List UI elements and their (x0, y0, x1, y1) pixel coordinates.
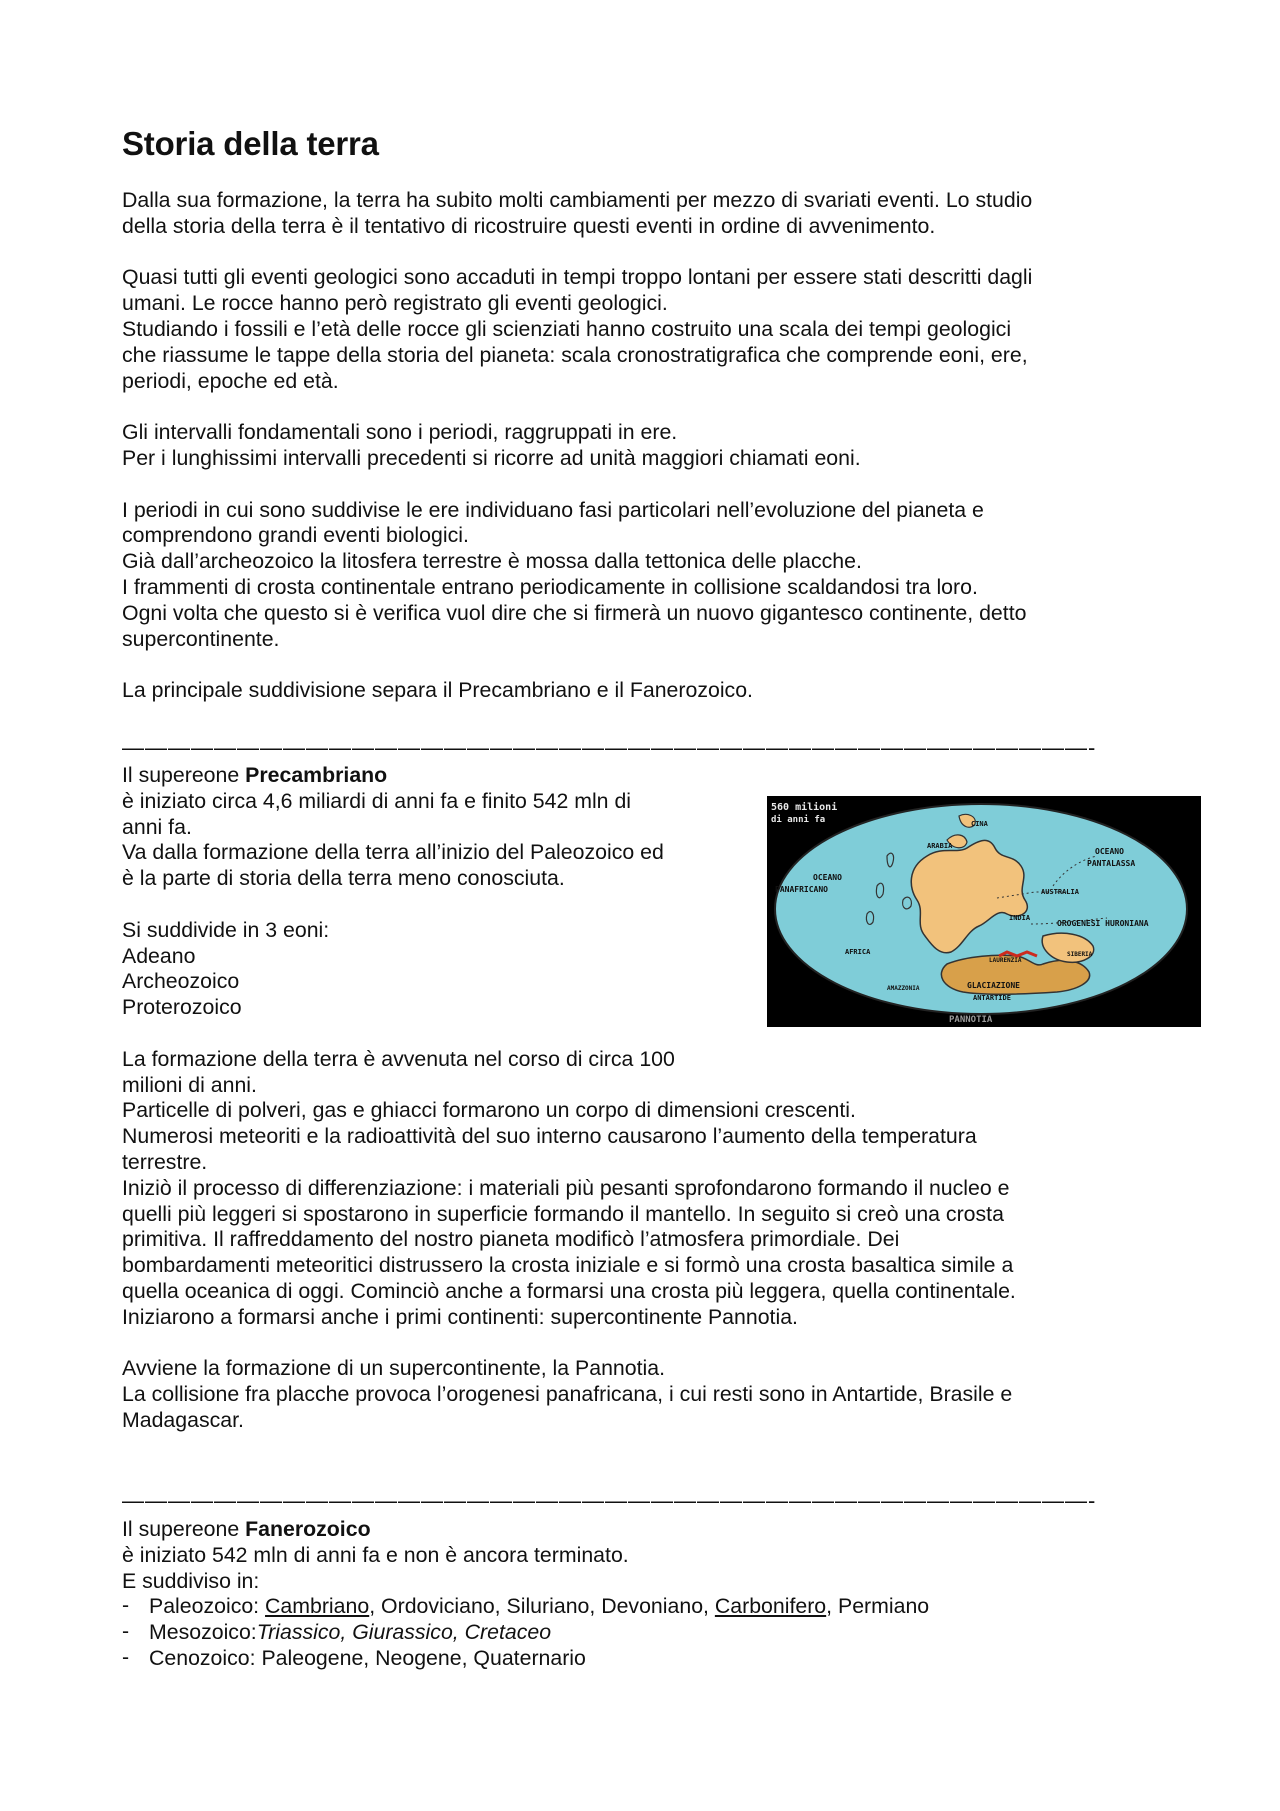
precambriano-heading-prefix: Il supereone (122, 763, 246, 787)
fanerozoico-heading-bold: Fanerozoico (245, 1517, 371, 1541)
intro-p2-line: umani. Le rocce hanno però registrato gli eventi geologici. (122, 291, 668, 316)
precambriano-line: è iniziato circa 4,6 miliardi di anni fa e finito 542 mln di (122, 788, 632, 813)
page-title: Storia della terra (122, 125, 379, 162)
map-label-corner-1: 560 milioni (771, 802, 838, 813)
era-label: Mesozoico: (149, 1620, 257, 1645)
periodo-sep: , (340, 1620, 353, 1645)
map-label-oceano-pantalassa-2: PANTALASSA (1087, 859, 1136, 868)
list-dash: - (122, 1644, 130, 1669)
intro-section (122, 188, 1032, 704)
intro-p2-line: Quasi tutti gli eventi geologici sono accaduti in tempi troppo lontani per essere stati descritti dagli (122, 265, 1033, 290)
formazione-line: Particelle di polveri, gas e ghiacci formarono un corpo di dimensioni crescenti. (122, 1098, 856, 1123)
pannotia-map-svg (767, 796, 1201, 1027)
intro-p4-line: Già dall’archeozoico la litosfera terrestre è mossa dalla tettonica delle placche. (122, 549, 862, 574)
map-label-oceano-panafricano-1: OCEANO (813, 873, 842, 882)
separator-line: ——————————————————————————————————————————- (122, 1490, 1097, 1512)
periodo-cambriano: Cambriano (265, 1594, 370, 1619)
formazione-line: La formazione della terra è avvenuta nel corso di circa 100 (122, 1046, 675, 1071)
precambriano-line: anni fa. (122, 814, 192, 839)
precambriano-line: Va dalla formazione della terra all’inizio del Paleozoico ed (122, 840, 664, 865)
periodo-cretaceo: Cretaceo (464, 1620, 552, 1645)
intro-p5: La principale suddivisione separa il Precambriano e il Fanerozoico. (122, 678, 753, 703)
formazione-line: quella oceanica di oggi. Cominciò anche a formarsi una crosta più leggera, quella continentale. (122, 1278, 1016, 1303)
map-label-africa: AFRICA (845, 948, 871, 956)
formazione-line: Numerosi meteoriti e la radioattività del suo interno causarono l’aumento della temperatura (122, 1124, 977, 1149)
list-item-cenozoico (122, 1646, 929, 1672)
eone-item: Proterozoico (122, 995, 242, 1020)
separator-line: ——————————————————————————————————————————- (122, 737, 1097, 759)
intro-p4-line: Ogni volta che questo si è verifica vuol dire che si firmerà un nuovo gigantesco continente, detto (122, 600, 1027, 625)
periodo-triassico: Triassico (256, 1620, 341, 1645)
intro-p4-line: I periodi in cui sono suddivise le ere individuano fasi particolari nell’evoluzione del pianeta e (122, 497, 984, 522)
intro-p3-line: Gli intervalli fondamentali sono i periodi, raggruppati in ere. (122, 420, 678, 445)
precambriano-heading (122, 763, 1016, 789)
map-label-india: INDIA (1009, 914, 1031, 922)
intro-p4-line: supercontinente. (122, 626, 280, 651)
eoni-intro: Si suddivide in 3 eoni: (122, 917, 330, 942)
fanerozoico-line: è iniziato 542 mln di anni fa e non è ancora terminato. (122, 1542, 629, 1567)
map-label-siberia: SIBERIA (1067, 951, 1093, 958)
formazione-line: terrestre. (122, 1149, 208, 1174)
map-label-oceano-panafricano-2: PANAFRICANO (775, 885, 828, 894)
fanerozoico-section (122, 1517, 929, 1672)
pannotia-line: Avviene la formazione di un supercontinente, la Pannotia. (122, 1356, 666, 1381)
formazione-line: Iniziarono a formarsi anche i primi continenti: supercontinente Pannotia. (122, 1304, 798, 1329)
periodo-text: , Permiano (826, 1594, 930, 1619)
map-label-arabia: ARABIA (927, 842, 953, 850)
list-dash: - (122, 1593, 130, 1618)
pannotia-line: La collisione fra placche provoca l’orogenesi panafricana, i cui resti sono in Antartide, Brasile e (122, 1382, 1013, 1407)
map-label-laurenzia: LAURENZIA (989, 957, 1022, 964)
map-label-australia: AUSTRALIA (1041, 888, 1079, 896)
fanerozoico-line: E suddiviso in: (122, 1568, 260, 1593)
eone-item: Archeozoico (122, 969, 240, 994)
pannotia-map (767, 796, 1201, 1027)
list-item-paleozoico (122, 1594, 929, 1620)
pannotia-line: Madagascar. (122, 1407, 244, 1432)
map-label-amazzonia: AMAZZONIA (887, 985, 920, 992)
ere-list (122, 1594, 929, 1671)
precambriano-heading-bold: Precambriano (245, 763, 388, 787)
era-label: Paleozoico: (149, 1594, 266, 1619)
periodo-text: , Ordoviciano, Siluriano, Devoniano, (369, 1594, 715, 1619)
intro-p1-line: della storia della terra è il tentativo di ricostruire questi eventi in ordine di avvenimento. (122, 213, 936, 238)
intro-p3-line: Per i lunghissimi intervalli precedenti si ricorre ad unità maggiori chiamati eoni. (122, 445, 861, 470)
map-label-bottom: PANNOTIA (949, 1015, 993, 1025)
intro-p4-line: comprendono grandi eventi biologici. (122, 523, 469, 548)
list-item-mesozoico (122, 1620, 929, 1646)
era-text: Cenozoico: Paleogene, Neogene, Quaternario (149, 1645, 586, 1670)
intro-p4-line: I frammenti di crosta continentale entrano periodicamente in collisione scaldandosi tra loro. (122, 574, 978, 599)
intro-p2-line: periodi, epoche ed età. (122, 368, 339, 393)
formazione-line: milioni di anni. (122, 1072, 257, 1097)
map-label-corner-2: di anni fa (771, 815, 826, 825)
periodo-giurassico: Giurassico (352, 1620, 453, 1645)
formazione-line: quelli più leggeri si spostarono in superficie formando il mantello. In seguito si creò una crosta (122, 1201, 1004, 1226)
intro-p2-line: Studiando i fossili e l’età delle rocce gli scienziati hanno costruito una scala dei tempi geologici (122, 316, 1012, 341)
intro-p1-line: Dalla sua formazione, la terra ha subito molti cambiamenti per mezzo di svariati eventi. Lo studio (122, 188, 1033, 212)
periodo-carbonifero: Carbonifero (714, 1594, 827, 1619)
formazione-line: Iniziò il processo di differenziazione: i materiali più pesanti sprofondarono formando il nucleo e (122, 1175, 1010, 1200)
list-dash: - (122, 1619, 130, 1644)
fanerozoico-heading-prefix: Il supereone (122, 1517, 246, 1541)
map-label-antartide: ANTARTIDE (973, 994, 1011, 1002)
map-label-orogenesi: OROGENESI HURONIANA (1057, 919, 1149, 928)
map-label-oceano-pantalassa-1: OCEANO (1095, 847, 1124, 856)
formazione-line: bombardamenti meteoritici distrussero la crosta iniziale e si formò una crosta basaltica simile a (122, 1253, 1014, 1278)
periodo-sep: , (452, 1620, 465, 1645)
formazione-line: primitiva. Il raffreddamento del nostro pianeta modificò l’atmosfera primordiale. Dei (122, 1227, 900, 1252)
map-label-cina: CINA (971, 820, 988, 828)
eone-item: Adeano (122, 943, 196, 968)
fanerozoico-heading (122, 1517, 929, 1543)
intro-p2-line: che riassume le tappe della storia del pianeta: scala cronostratigrafica che comprende eoni, ere, (122, 342, 1028, 367)
map-label-glaciazione: GLACIAZIONE (967, 981, 1020, 990)
precambriano-line: è la parte di storia della terra meno conosciuta. (122, 866, 565, 891)
